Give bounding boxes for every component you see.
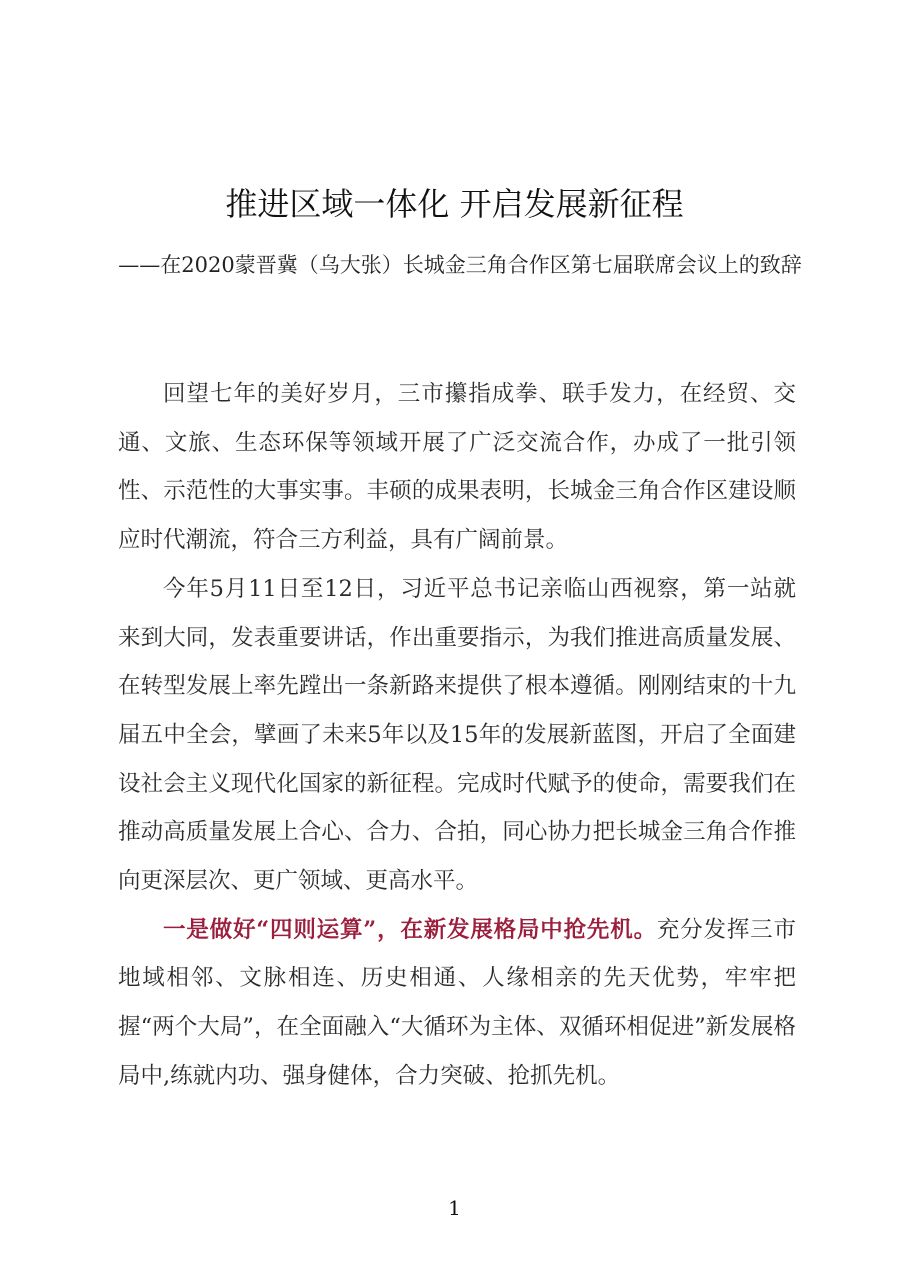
paragraph-1: 回望七年的美好岁月，三市攥指成拳、联手发力，在经贸、交通、文旅、生态环保等领域开展了广泛交流合作，办成了一批引领性、示范性的大事实事。丰硕的成果表明，长城金三角合作区建设顺应时代潮流，符合三方利益，具有广阔前景。: [118, 381, 796, 554]
document-subtitle: ——在2020蒙晋冀（乌大张）长城金三角合作区第七届联席会议上的致辞: [118, 253, 802, 277]
paragraph-3-heading: 一是做好“四则运算”，在新发展格局中抢先机。: [163, 916, 657, 943]
paragraph-3: [118, 906, 796, 1101]
document-title: 推进区域一体化 开启发展新征程: [225, 185, 684, 223]
document-body: [118, 370, 796, 1101]
paragraph-3-text: 充分发挥三市地域相邻、文脉相连、历史相通、人缘相亲的先天优势，牢牢把握“两个大局”，在全面融入“大循环为主体、双循环相促进”新发展格局中,练就内功、强身健体，合力突破、抢抓先机。: [118, 916, 796, 1089]
paragraph-2: 今年5月11日至12日，习近平总书记亲临山西视察，第一站就来到大同，发表重要讲话，作出重要指示，为我们推进高质量发展、在转型发展上率先蹚出一条新路来提供了根本遵循。刚刚结束的十九届五中全会，擘画了未来5年以及15年的发展新蓝图，开启了全面建设社会主义现代化国家的新征程。完成时代赋予的使命，需要我们在推动高质量发展上合心、合力、合拍，同心协力把长城金三角合作推向更深层次、更广领域、更高水平。: [118, 575, 796, 895]
page-number: 1: [448, 1196, 461, 1220]
